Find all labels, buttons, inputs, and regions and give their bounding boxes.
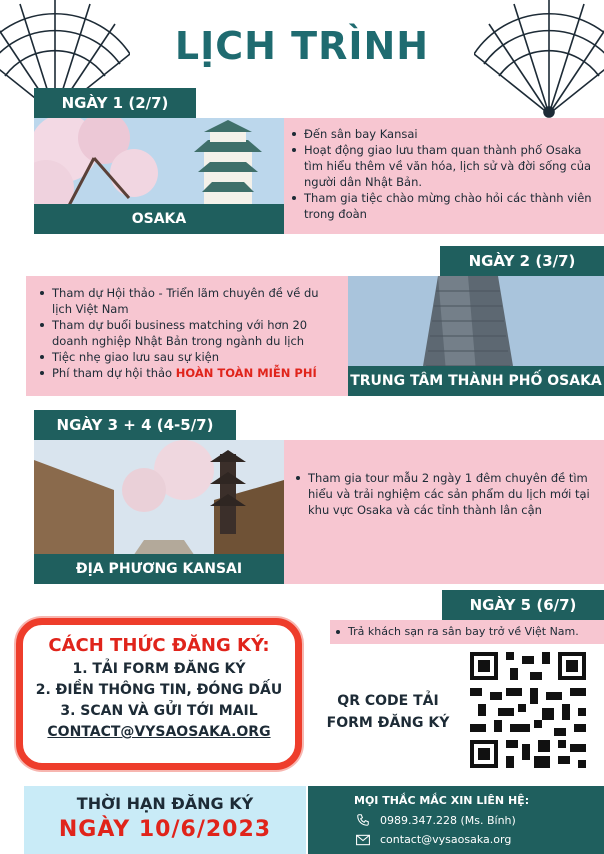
list-item: Tham gia tour mẫu 2 ngày 1 đêm chuyên đề tìm hiểu và trải nghiệm các sản phẩm du lịch mới tại khu vực Osaka và các tỉnh thành lân cận <box>292 470 594 518</box>
list-item: Hoạt động giao lưu tham quan thành phố Osaka tìm hiểu thêm về văn hóa, lịch sử và đời sống của người dân Nhật Bản. <box>288 142 594 190</box>
registration-step: 3. SCAN VÀ GỬI TỚI MAIL <box>60 703 258 719</box>
day-1-caption: OSAKA <box>34 204 284 234</box>
day-2-tab: NGÀY 2 (3/7) <box>440 246 604 276</box>
day-1-tab: NGÀY 1 (2/7) <box>34 88 196 118</box>
day-3-4-tab: NGÀY 3 + 4 (4-5/7) <box>34 410 236 440</box>
registration-step: 2. ĐIỀN THÔNG TIN, ĐÓNG DẤU <box>35 682 283 698</box>
registration-email-link[interactable]: CONTACT@VYSAOSAKA.ORG <box>47 724 271 740</box>
list-item: Trả khách sạn ra sân bay trở về Việt Nam. <box>332 624 600 640</box>
day-2-details <box>26 276 348 396</box>
contact-phone-row[interactable] <box>356 813 604 827</box>
registration-box <box>16 618 302 770</box>
registration-step: 1. TẢI FORM ĐĂNG KÝ <box>72 661 246 677</box>
osaka-castle-photo <box>34 118 284 234</box>
deadline-date: NGÀY 10/6/2023 <box>58 817 272 842</box>
list-item <box>36 365 340 381</box>
qr-label-line: QR CODE TẢI <box>337 693 439 709</box>
free-badge: HOÀN TOÀN MIỄN PHÍ <box>175 366 317 380</box>
list-item: Tham dự buổi business matching với hơn 20 doanh nghiệp Nhật Bản trong ngành du lịch <box>36 317 340 349</box>
day-1-details <box>284 118 604 234</box>
contact-phone[interactable]: 0989.347.228 (Ms. Bính) <box>380 813 516 827</box>
day-5-details <box>330 620 604 644</box>
list-item: Đến sân bay Kansai <box>288 126 594 142</box>
qr-label-line: FORM ĐĂNG KÝ <box>326 715 450 731</box>
deadline-label: THỜI HẠN ĐĂNG KÝ <box>76 794 254 813</box>
day-5-tab: NGÀY 5 (6/7) <box>442 590 604 620</box>
day-3-4-caption: ĐỊA PHƯƠNG KANSAI <box>34 554 284 584</box>
list-item: Tham gia tiệc chào mừng chào hỏi các thành viên trong đoàn <box>288 190 594 222</box>
fee-label: Phí tham dự hội thảo <box>52 366 176 380</box>
page-title: LỊCH TRÌNH <box>174 24 430 68</box>
list-item: Tham dự Hội thảo - Triển lãm chuyên đề về du lịch Việt Nam <box>36 285 340 317</box>
osaka-tower-photo <box>348 276 604 396</box>
registration-deadline <box>24 786 306 854</box>
kansai-street-photo <box>34 440 284 584</box>
day-2-caption: TRUNG TÂM THÀNH PHỐ OSAKA <box>348 366 604 396</box>
day-3-4-details <box>284 440 604 584</box>
qr-label <box>318 690 458 734</box>
mail-icon <box>356 834 370 846</box>
qr-code-icon[interactable] <box>470 652 586 768</box>
contact-email[interactable]: contact@vysaosaka.org <box>380 833 512 846</box>
list-item: Tiệc nhẹ giao lưu sau sự kiện <box>36 349 340 365</box>
contact-heading: MỌI THẮC MẮC XIN LIÊN HỆ: <box>354 794 530 807</box>
contact-email-row[interactable] <box>356 833 604 846</box>
contact-panel <box>308 786 604 854</box>
phone-icon <box>356 813 370 827</box>
registration-title: CÁCH THỨC ĐĂNG KÝ: <box>48 635 270 656</box>
